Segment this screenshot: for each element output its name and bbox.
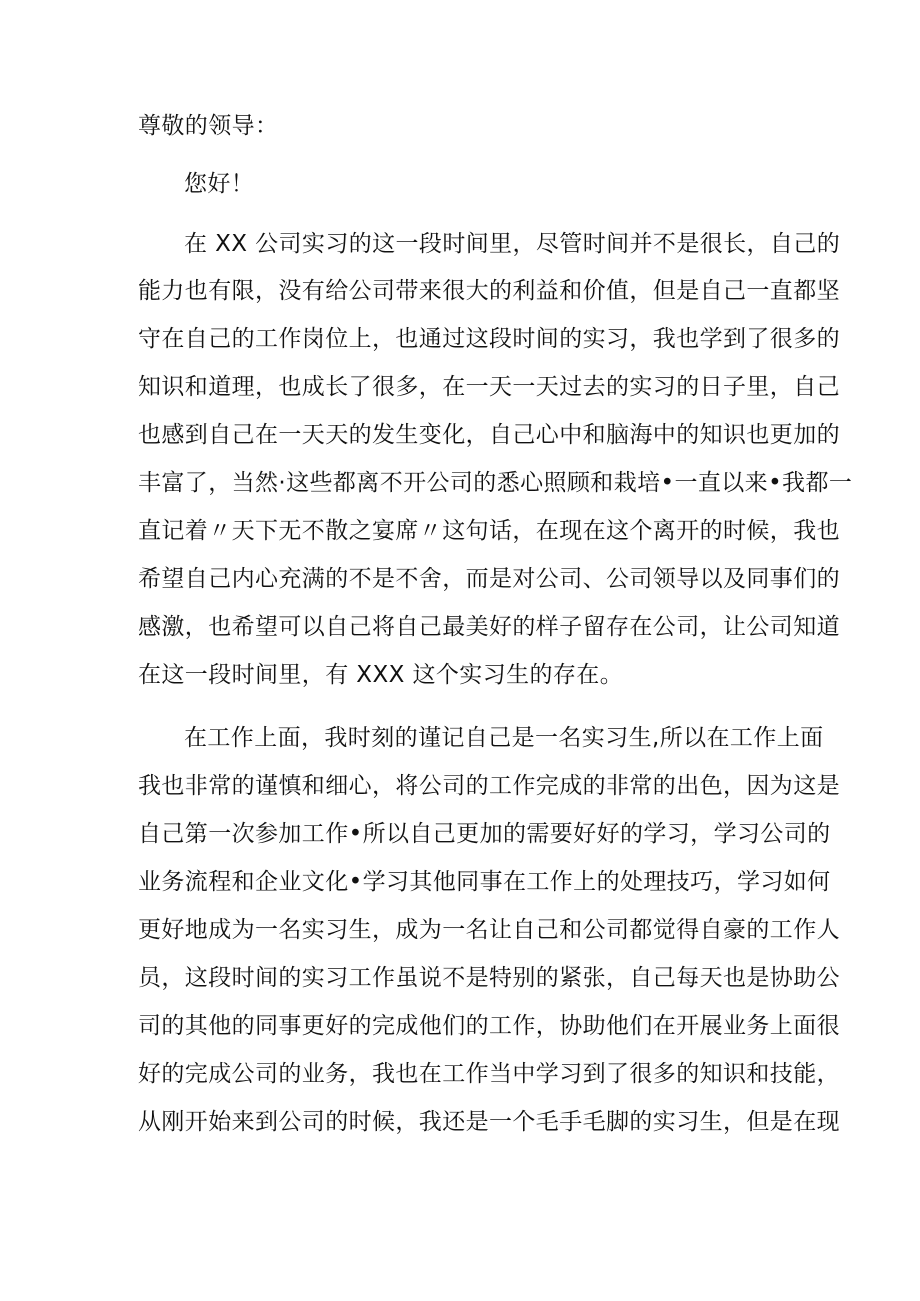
paragraph-line: 业务流程和企业文化•学习其他同事在工作上的处理技巧，学习如何: [138, 869, 831, 895]
paragraph-line: 司的其他的同事更好的完成他们的工作，协助他们在开展业务上面很: [138, 1013, 840, 1039]
paragraph-line: 在 XX 公司实习的这一段时间里，尽管时间并不是很长，自己的: [184, 231, 841, 257]
paragraph-line: 自己第一次参加工作•所以自己更加的需要好好的学习，学习公司的: [138, 821, 831, 847]
paragraph-line: 知识和道理，也成长了很多，在一天一天过去的实习的日子里，自己: [138, 374, 840, 400]
salutation: 尊敬的领导：: [138, 113, 279, 139]
paragraph-line: 感激，也希望可以自己将自己最美好的样子留存在公司，让公司知道: [138, 614, 840, 640]
paragraph-line: 更好地成为一名实习生，成为一名让自己和公司都觉得自豪的工作人: [138, 917, 840, 943]
paragraph-line: 守在自己的工作岗位上，也通过这段时间的实习，我也学到了很多的: [138, 326, 840, 352]
paragraph-line: 好的完成公司的业务，我也在工作当中学习到了很多的知识和技能，: [138, 1061, 840, 1087]
paragraph-line: 员，这段时间的实习工作虽说不是特别的紧张，自己每天也是协助公: [138, 965, 840, 991]
paragraph-line: 也感到自己在一天天的发生变化，自己心中和脑海中的知识也更加的: [138, 422, 840, 448]
paragraph-line: 能力也有限，没有给公司带来很大的利益和价值，但是自己一直都坚: [138, 278, 840, 304]
paragraph-line: 希望自己内心充满的不是不舍，而是对公司、公司领导以及同事们的: [138, 566, 840, 592]
greeting: 您好！: [184, 171, 255, 197]
paragraph-line: 直记着〃天下无不散之宴席〃这句话，在现在这个离开的时候，我也: [138, 518, 840, 544]
paragraph-line: 从刚开始来到公司的时候，我还是一个毛手毛脚的实习生，但是在现: [138, 1109, 840, 1135]
paragraph-line: 在这一段时间里，有 XXX 这个实习生的存在。: [138, 662, 624, 688]
paragraph-line: 在工作上面，我时刻的谨记自己是一名实习生,所以在工作上面: [184, 725, 824, 751]
paragraph-line: 我也非常的谨慎和细心，将公司的工作完成的非常的出色，因为这是: [138, 773, 840, 799]
paragraph-line: 丰富了，当然·这些都离不开公司的悉心照顾和栽培•一直以来•我都一: [138, 470, 853, 496]
